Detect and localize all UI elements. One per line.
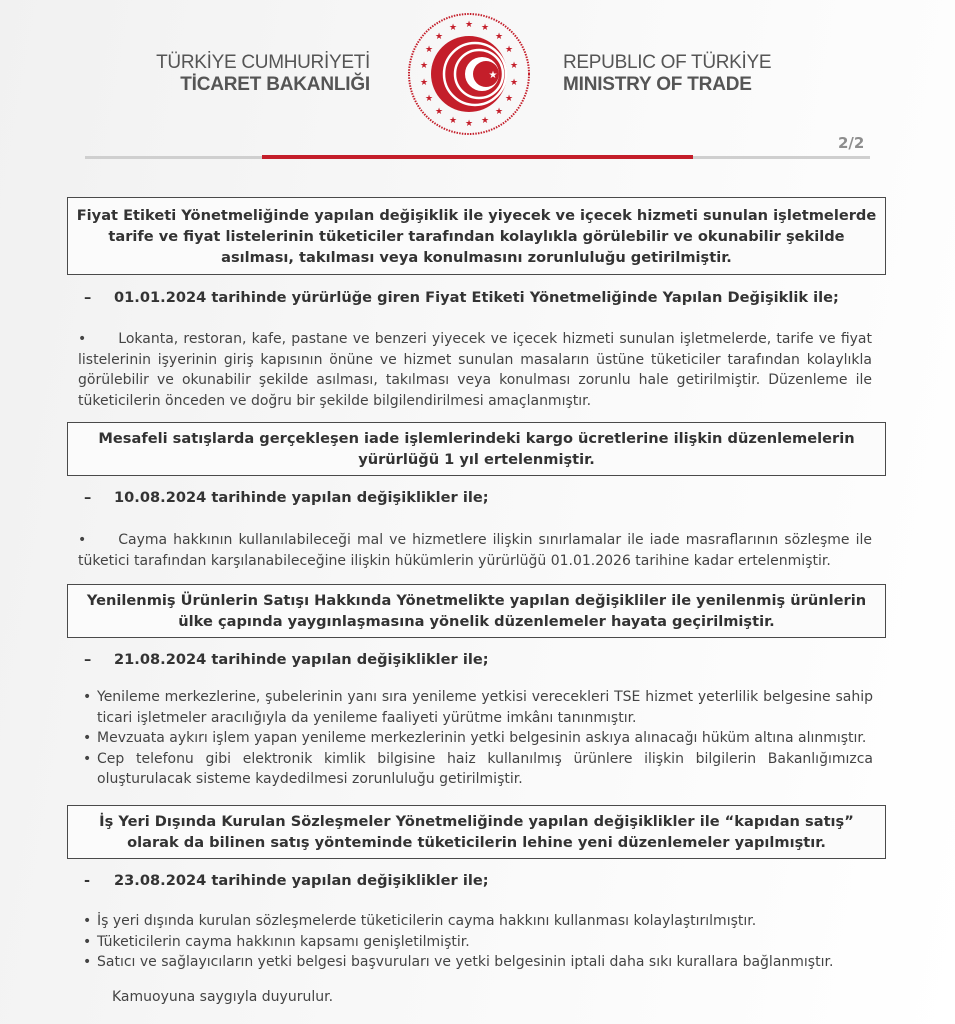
- svg-text:★: ★: [509, 78, 519, 88]
- org-line-republic-tr: TÜRKİYE CUMHURİYETİ: [156, 52, 370, 73]
- list-item-text: Mevzuata aykırı işlem yapan yenileme merkezlerinin yetki belgesinin askıya alınacağı hüküm altına alınmıştır.: [97, 730, 867, 746]
- bullet-icon: •: [83, 954, 92, 970]
- closing-statement: Kamuoyuna saygıyla duyurulur.: [112, 989, 334, 1005]
- bullet-list: [83, 687, 873, 790]
- bullet-icon: •: [83, 913, 92, 929]
- dash-marker: -: [84, 872, 91, 889]
- section-subheading: [84, 872, 489, 889]
- org-name-english: [563, 52, 823, 96]
- dash-marker: –: [84, 489, 92, 506]
- svg-text:★: ★: [419, 61, 429, 71]
- org-line-ministry-en: MINISTRY OF TRADE: [563, 74, 752, 95]
- subheading-text: 10.08.2024 tarihinde yapılan değişiklikler ile;: [114, 489, 489, 506]
- list-item-text: Yenileme merkezlerine, şubelerinin yanı sıra yenileme yetkisi verecekleri TSE hizmet yeterlilik belgesine sahip ticari işletmeler aracılığıyla da yenileme faaliyeti yürütme imkânı tanınmıştır.: [97, 689, 873, 726]
- dash-marker: –: [84, 289, 92, 306]
- list-item: [83, 952, 873, 973]
- list-item: [83, 687, 873, 728]
- section-box-refurbished: [67, 584, 886, 638]
- section-box-text: İş Yeri Dışında Kurulan Sözleşmeler Yönetmeliğinde yapılan değişiklikler ile “kapıdan satış” olarak da bilinen satış yönteminde tüketicilerin lehine yeni düzenlemeler yapılmıştır.: [99, 813, 854, 851]
- svg-text:★: ★: [494, 32, 504, 42]
- list-item: [83, 749, 873, 790]
- svg-text:★: ★: [448, 23, 458, 33]
- svg-text:★: ★: [448, 116, 458, 126]
- svg-text:★: ★: [424, 45, 434, 55]
- subheading-text: 23.08.2024 tarihinde yapılan değişiklikler ile;: [114, 872, 489, 889]
- svg-text:★: ★: [509, 61, 519, 71]
- section-box-text: Yenilenmiş Ürünlerin Satışı Hakkında Yönetmelikte yapılan değişikliler ile yenilenmiş ürünlerin ülke çapında yaygınlaşmasına yönelik düzenlemeler hayata geçirilmiştir.: [86, 592, 867, 630]
- paragraph-text: Cayma hakkının kullanılabileceği mal ve hizmetlere ilişkin sınırlamalar ile iade masraflarının sözleşme ile tüketici tarafından karşılanabileceğine ilişkin hükümlerin yürürlüğü 01.01.2026 tarihine kadar ertelenmiştir.: [78, 532, 872, 569]
- svg-text:★: ★: [434, 107, 444, 117]
- header-accent-divider: [262, 155, 693, 159]
- paragraph-text: Lokanta, restoran, kafe, pastane ve benzeri yiyecek ve içecek hizmeti sunulan işletmelerde, tarife ve fiyat listelerinin işyerinin giriş kapısının önüne ve hizmet sunulan masaların üstüne tüketiciler tarafından kolaylıkla görülebilir ve okunabilir şekilde asılması, takılması veya konulması zorunlu hale getirilmiştir. Düzenleme ile tüketicilerin önceden ve doğru bir şekilde bilgilendirilmesi amaçlanmıştır.: [78, 331, 872, 409]
- section-paragraph: [78, 530, 872, 571]
- section-subheading: [84, 489, 489, 506]
- list-item-text: İş yeri dışında kurulan sözleşmelerde tüketicilerin cayma hakkını kullanması kolaylaştırılmıştır.: [97, 913, 757, 929]
- svg-text:★: ★: [504, 94, 514, 104]
- svg-text:★: ★: [424, 94, 434, 104]
- page-number: 2/2: [838, 134, 865, 152]
- org-name-turkish: [140, 52, 370, 96]
- bullet-icon: •: [83, 730, 92, 746]
- org-line-ministry-tr: TİCARET BAKANLIĞI: [180, 74, 370, 95]
- list-item: [83, 911, 873, 932]
- section-box-text: Fiyat Etiketi Yönetmeliğinde yapılan değişiklik ile yiyecek ve içecek hizmeti sunulan işletmelerde tarife ve fiyat listelerinin tüketiciler tarafından kolaylıkla görülebilir ve okunabilir şekilde asılması, takılması veya konulmasını zorunluluğu getirilmiştir.: [76, 206, 877, 266]
- ministry-emblem-icon: [405, 12, 533, 136]
- bullet-icon: •: [78, 532, 87, 548]
- list-item: [83, 932, 873, 953]
- svg-text:★: ★: [434, 32, 444, 42]
- section-box-door-sales: [67, 805, 886, 859]
- subheading-text: 01.01.2024 tarihinde yürürlüğe giren Fiyat Etiketi Yönetmeliğinde Yapılan Değişiklik ile;: [114, 289, 839, 306]
- subheading-text: 21.08.2024 tarihinde yapılan değişiklikler ile;: [114, 651, 489, 668]
- section-paragraph: [78, 329, 872, 411]
- svg-text:★: ★: [504, 45, 514, 55]
- letterhead: [0, 0, 955, 180]
- section-box-distance-sales: [67, 422, 886, 476]
- bullet-icon: •: [83, 750, 92, 767]
- svg-text:★: ★: [480, 23, 490, 33]
- bullet-list: [83, 911, 873, 973]
- svg-text:★: ★: [464, 119, 474, 129]
- svg-text:★: ★: [480, 116, 490, 126]
- section-box-text: Mesafeli satışlarda gerçekleşen iade işlemlerindeki kargo ücretlerine ilişkin düzenlemelerin yürürlüğü 1 yıl ertelenmiştir.: [98, 430, 855, 468]
- section-box-price-label: [67, 197, 886, 275]
- bullet-icon: •: [83, 933, 92, 950]
- section-subheading: [84, 289, 839, 306]
- org-line-republic-en: REPUBLIC OF TÜRKİYE: [563, 52, 772, 73]
- list-item: [83, 728, 873, 749]
- svg-text:★: ★: [488, 70, 498, 81]
- dash-marker: –: [84, 651, 92, 668]
- bullet-icon: •: [83, 689, 92, 705]
- section-subheading: [84, 651, 489, 668]
- svg-text:★: ★: [494, 107, 504, 117]
- bullet-icon: •: [78, 331, 87, 347]
- list-item-text: Tüketicilerin cayma hakkının kapsamı genişletilmiştir.: [97, 933, 470, 950]
- list-item-text: Cep telefonu gibi elektronik kimlik bilgisine haiz kullanılmış ürünlere ilişkin bilgilerin Bakanlığımızca oluşturulacak sisteme kaydedilmesi zorunluluğu getirilmiştir.: [97, 750, 873, 787]
- list-item-text: Satıcı ve sağlayıcıların yetki belgesi başvuruları ve yetki belgesinin iptali daha sıkı kurallara bağlanmıştır.: [97, 954, 834, 970]
- svg-text:★: ★: [419, 78, 429, 88]
- svg-text:★: ★: [464, 20, 474, 30]
